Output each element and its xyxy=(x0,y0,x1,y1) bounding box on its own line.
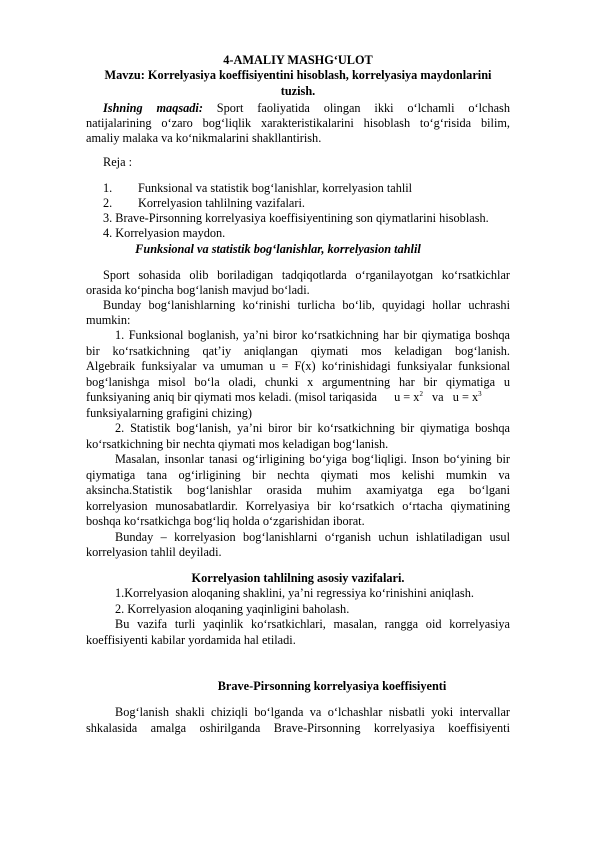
section-3-line: Bog‘lanish shakli chiziqli bo‘lganda va o‘lchashlar nisbatli yoki intervallar xyxy=(115,705,510,719)
purpose-line-1 xyxy=(86,101,510,116)
section-1-line: korrelyasion munosabatlardir. Korrelyasiya bir ko‘rsatkich o‘rtacha qiymatining xyxy=(86,499,510,513)
formula-u-x2-exponent: 2 xyxy=(419,390,423,398)
section-2-line: 1.Korrelyasion aloqaning shaklini, ya’ni regressiya ko‘rinishini aniqlash. xyxy=(115,586,474,600)
section-1-line: mumkin: xyxy=(86,313,131,327)
plan-item-4: 4. Korrelyasion maydon. xyxy=(103,226,226,240)
plan-item-2-number: 2. xyxy=(103,196,113,210)
page-title: 4-AMALIY MASHG‘ULOT xyxy=(223,53,373,67)
section-1-line: bir ko‘rsatkichning qat’iy aniqlangan qiymati mos keladigan bog‘lanish. xyxy=(86,344,510,358)
section-1-line: orasida ko‘pincha bog‘lanish mavjud bo‘ladi. xyxy=(86,283,310,297)
formula-line-text: funksiyaning aniq bir qiymati mos keladi. (misol tariqasida xyxy=(86,390,377,404)
formula-va: va xyxy=(432,390,444,404)
section-1-line: Masalan, insonlar tanasi og‘irligining bo‘yiga bog‘liqligi. Inson bo‘yining bir xyxy=(115,452,510,466)
section-2-heading: Korrelyasion tahlilning asosiy vazifalari. xyxy=(191,571,405,585)
plan-item-2-text: Korrelyasion tahlilning vazifalari. xyxy=(138,196,305,210)
formula-u-x2 xyxy=(394,390,423,404)
formula-u-x3-exponent: 3 xyxy=(478,390,482,398)
section-1-line: korrelyasion tahlil deyiladi. xyxy=(86,545,222,559)
section-1-line: boshqa ko‘rsatkichga bog‘liq holda o‘zgarishidan iborat. xyxy=(86,514,365,528)
section-1-line: Sport sohasida olib boriladigan tadqiqotlarda o‘rganilayotgan ko‘rsatkichlar xyxy=(103,268,510,282)
section-1-line: qiymatiga tana og‘irligining bir nechta qiymati mos kelishi mumkin va xyxy=(86,468,510,482)
section-1-line: 1. Funksional boglanish, ya’ni biror ko‘rsatkichning har bir qiymatiga boshqa xyxy=(115,328,510,342)
section-1-line: Bunday – korrelyasion bog‘lanishlarni o‘rganish uchun ishlatiladigan usul xyxy=(115,530,510,544)
purpose-line-1-text: Sport faoliyatida olingan ikki o‘lchamli o‘lchash xyxy=(216,101,510,115)
purpose-label: Ishning maqsadi: xyxy=(103,101,203,115)
section-1-formula-line xyxy=(86,390,510,405)
section-2-line: 2. Korrelyasion aloqaning yaqinligini baholash. xyxy=(115,602,350,616)
plan-item-1-number: 1. xyxy=(103,181,113,195)
formula-u-x3 xyxy=(453,390,482,404)
section-1-heading: Funksional va statistik bog‘lanishlar, korrelyasion tahlil xyxy=(135,242,421,256)
section-1-line: funksiyalarning grafigini chizing) xyxy=(86,406,252,420)
section-1-line: Algebraik funksiyalar va umuman u = F(x) ko‘rinishidagi funksiyalar funksional xyxy=(86,359,510,373)
section-3-line: shkalasida amalga oshirilganda Brave-Pirsonning korrelyasiya koeffisiyenti xyxy=(86,721,510,735)
section-2-line: koeffisiyenti kabilar yordamida hal etiladi. xyxy=(86,633,296,647)
plan-item-1 xyxy=(103,181,527,196)
topic-line-1: Mavzu: Korrelyasiya koeffisiyentini hisoblash, korrelyasiya maydonlarini xyxy=(104,68,492,82)
section-1-line: aksincha.Statistik bog‘lanishlar orasida muhim axamiyatga ega bo‘lgani xyxy=(86,483,510,497)
section-3-heading: Brave-Pirsonning korrelyasiya koeffisiyenti xyxy=(217,679,447,693)
section-2-line: Bu vazifa turli yaqinlik ko‘rsatkichlari, masalan, rangga oid korrelyasiya xyxy=(115,617,510,631)
section-1-line: 2. Statistik bog‘lanish, ya’ni biror bir ko‘rsatkichning bir qiymatiga boshqa xyxy=(115,421,510,435)
section-1-line: ko‘rsatkichning bir nechta qiymati mos keladigan bog‘lanish. xyxy=(86,437,389,451)
plan-label: Reja : xyxy=(103,155,133,169)
formula-u-x3-base: u = x xyxy=(452,390,479,404)
section-1-line: Bunday bog‘lanishlarning ko‘rinishi turlicha bo‘lib, quyidagi hollar uchrashi xyxy=(103,298,510,312)
purpose-line-3: amaliy malaka va ko‘nikmalarini shakllantirish. xyxy=(86,131,322,145)
section-1-line: bog‘lanishga misol bo‘la oladi, chunki x argumentning har bir qiymatiga u xyxy=(86,375,510,389)
purpose-line-2: natijalarining o‘zaro bog‘liqlik xarakteristikalarini hisoblash to‘g‘risida bilim, xyxy=(86,116,510,130)
plan-item-2 xyxy=(103,196,527,211)
plan-item-1-text: Funksional va statistik bog‘lanishlar, korrelyasion tahlil xyxy=(138,181,413,195)
topic-line-2: tuzish. xyxy=(280,84,316,98)
formula-u-x2-base: u = x xyxy=(394,390,420,404)
plan-item-3: 3. Brave-Pirsonning korrelyasiya koeffisiyentining son qiymatlarini hisoblash. xyxy=(103,211,489,225)
